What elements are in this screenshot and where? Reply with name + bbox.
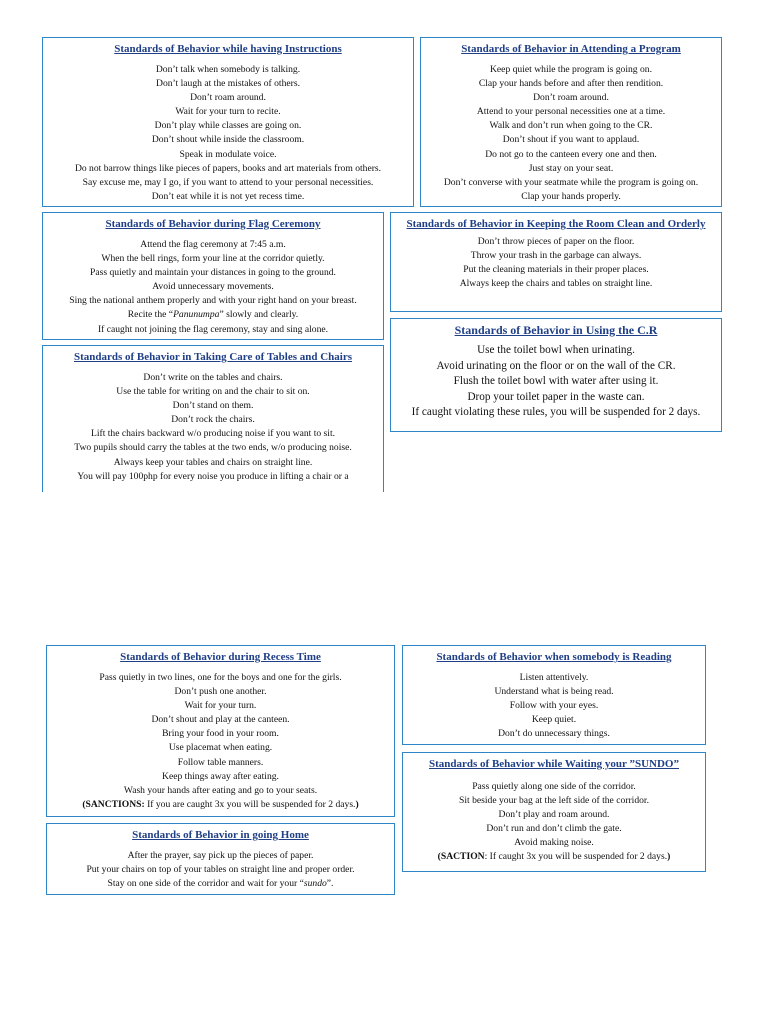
rule: Don’t run and don’t climb the gate. bbox=[486, 823, 622, 835]
rule: Don’t shout while inside the classroom. bbox=[151, 134, 305, 146]
rule: Don’t play while classes are going on. bbox=[154, 120, 302, 132]
rule: Flush the toilet bowl with water after using it. bbox=[453, 375, 659, 388]
rule: Follow with your eyes. bbox=[509, 700, 599, 712]
rule: Don’t laugh at the mistakes of others. bbox=[156, 78, 300, 90]
rule: Don’t eat while it is not yet recess time. bbox=[151, 190, 305, 202]
rule: Wait for your turn. bbox=[184, 700, 257, 712]
rule: Wait for your turn to recite. bbox=[175, 106, 281, 118]
rule: Keep quiet while the program is going on. bbox=[490, 64, 652, 75]
rule: Follow table manners. bbox=[177, 756, 264, 768]
sanction bbox=[407, 850, 701, 864]
sanction-close: ) bbox=[667, 851, 671, 863]
rule: Always keep the chairs and tables on straight line. bbox=[459, 278, 653, 290]
rule: Put the cleaning materials in their proper places. bbox=[463, 264, 649, 276]
reading-card bbox=[402, 645, 706, 745]
rule: If caught violating these rules, you will be suspended for 2 days. bbox=[411, 406, 701, 419]
rule: Don’t shout and play at the canteen. bbox=[151, 714, 290, 726]
rule: Bring your food in your room. bbox=[162, 728, 279, 740]
rule: Don’t push one another. bbox=[174, 686, 267, 698]
rule-text: Recite the “ bbox=[127, 309, 174, 321]
rule: After the prayer, say pick up the pieces of paper. bbox=[127, 850, 314, 861]
rule: Don’t write on the tables and chairs. bbox=[143, 372, 283, 383]
rule: Don’t throw pieces of paper on the floor. bbox=[477, 236, 635, 247]
rule: Clap your hands before and after then rendition. bbox=[478, 78, 664, 90]
rule: Attend the flag ceremony at 7:45 a.m. bbox=[140, 239, 286, 250]
rule: Say excuse me, may I go, if you want to attend to your personal necessities. bbox=[82, 176, 374, 188]
rule: Pass quietly in two lines, one for the boys and one for the girls. bbox=[99, 672, 342, 683]
rule bbox=[47, 308, 379, 322]
rule: Sing the national anthem properly and with your right hand on your breast. bbox=[69, 295, 357, 307]
rule: Two pupils should carry the tables at the two ends, w/o producing noise. bbox=[74, 442, 352, 454]
rule: Throw your trash in the garbage can always. bbox=[470, 250, 642, 262]
rule: Attend to your personal necessities one at a time. bbox=[476, 106, 666, 118]
rule-text: Stay on one side of the corridor and wait for your “ bbox=[107, 878, 304, 890]
rule-text: ” slowly and clearly. bbox=[219, 309, 299, 321]
rule: Keep quiet. bbox=[531, 714, 577, 726]
rule: Just stay on your seat. bbox=[528, 162, 614, 174]
sanction-label: (SANCTIONS: bbox=[82, 798, 145, 810]
rule: Put your chairs on top of your tables on straight line and proper order. bbox=[86, 864, 355, 876]
tables-chairs-card bbox=[42, 345, 384, 492]
card-title: Standards of Behavior while having Instructions bbox=[114, 43, 342, 55]
rule: Do not go to the canteen every one and then. bbox=[485, 148, 657, 160]
card-title: Standards of Behavior in Keeping the Room Clean and Orderly bbox=[406, 218, 706, 230]
rule: Use the table for writing on and the chair to sit on. bbox=[116, 386, 310, 398]
cr-card bbox=[390, 318, 722, 432]
rule: Drop your toilet paper in the waste can. bbox=[467, 390, 645, 403]
sanction-close: ) bbox=[355, 798, 359, 810]
sanction-text: : If caught 3x you will be suspended for 2 days. bbox=[484, 851, 668, 863]
room-clean-card bbox=[390, 212, 722, 312]
card-title: Standards of Behavior while Waiting your ”SUNDO” bbox=[429, 758, 679, 770]
rule: If caught not joining the flag ceremony, stay and sing alone. bbox=[97, 323, 329, 335]
rule: Clap your hands properly. bbox=[521, 190, 621, 202]
card-title: Standards of Behavior during Recess Time bbox=[120, 651, 321, 663]
rule: Understand what is being read. bbox=[494, 686, 614, 698]
rule: Don’t converse with your seatmate while the program is going on. bbox=[443, 176, 699, 188]
rule: Avoid urinating on the floor or on the wall of the CR. bbox=[436, 359, 676, 372]
sundo-card bbox=[402, 752, 706, 872]
rule: Don’t rock the chairs. bbox=[171, 414, 255, 426]
rule bbox=[51, 877, 390, 891]
program-card bbox=[420, 37, 722, 207]
recess-card bbox=[46, 645, 395, 817]
rule: Keep things away after eating. bbox=[162, 770, 279, 782]
sanction bbox=[51, 798, 390, 812]
rule: Speak in modulate voice. bbox=[179, 148, 277, 160]
rule-emphasis: sundo bbox=[303, 878, 327, 890]
rule: Lift the chairs backward w/o producing noise if you want to sit. bbox=[90, 428, 336, 440]
rule: Pass quietly along one side of the corridor. bbox=[472, 781, 636, 792]
rule: Don’t stand on them. bbox=[172, 400, 254, 412]
flag-ceremony-card bbox=[42, 212, 384, 340]
rule: Don’t shout if you want to applaud. bbox=[502, 134, 640, 146]
rule: Avoid making noise. bbox=[514, 837, 594, 849]
rule-emphasis: Panunumpa bbox=[173, 309, 220, 321]
rule: Wash your hands after eating and go to your seats. bbox=[123, 784, 318, 796]
rule: Listen attentively. bbox=[519, 672, 589, 683]
rule: Don’t do unnecessary things. bbox=[498, 728, 610, 740]
rule: Don’t talk when somebody is talking. bbox=[155, 64, 301, 75]
rule: When the bell rings, form your line at the corridor quietly. bbox=[101, 253, 325, 265]
card-title: Standards of Behavior during Flag Ceremony bbox=[105, 218, 321, 230]
card-title: Standards of Behavior in going Home bbox=[132, 829, 309, 841]
rule: Don’t play and roam around. bbox=[498, 809, 610, 821]
rule: Walk and don’t run when going to the CR. bbox=[489, 120, 653, 132]
rule: Do not barrow things like pieces of papers, books and art materials from others. bbox=[74, 162, 382, 174]
rule-text: ”. bbox=[326, 878, 334, 890]
card-title: Standards of Behavior when somebody is Reading bbox=[436, 651, 672, 663]
rule: Sit beside your bag at the left side of the corridor. bbox=[459, 795, 649, 807]
sanction-label: (SACTION bbox=[437, 851, 485, 863]
rule: You will pay 100php for every noise you produce in lifting a chair or a bbox=[77, 470, 349, 482]
rule: Avoid unnecessary movements. bbox=[152, 281, 274, 293]
card-title: Standards of Behavior in Using the C.R bbox=[454, 323, 658, 337]
rule: Don’t roam around. bbox=[190, 92, 266, 104]
rule: Don’t roam around. bbox=[533, 92, 609, 104]
sanction-text: If you are caught 3x you will be suspended for 2 days. bbox=[144, 798, 356, 810]
card-title: Standards of Behavior in Taking Care of Tables and Chairs bbox=[73, 351, 353, 363]
rule: Pass quietly and maintain your distances in going to the ground. bbox=[90, 267, 336, 279]
rule: Use the toilet bowl when urinating. bbox=[477, 344, 635, 356]
rule: Use placemat when eating. bbox=[168, 742, 273, 754]
card-title: Standards of Behavior in Attending a Program bbox=[461, 43, 681, 55]
going-home-card bbox=[46, 823, 395, 895]
instructions-card bbox=[42, 37, 414, 207]
rule: Always keep your tables and chairs on straight line. bbox=[113, 456, 313, 468]
